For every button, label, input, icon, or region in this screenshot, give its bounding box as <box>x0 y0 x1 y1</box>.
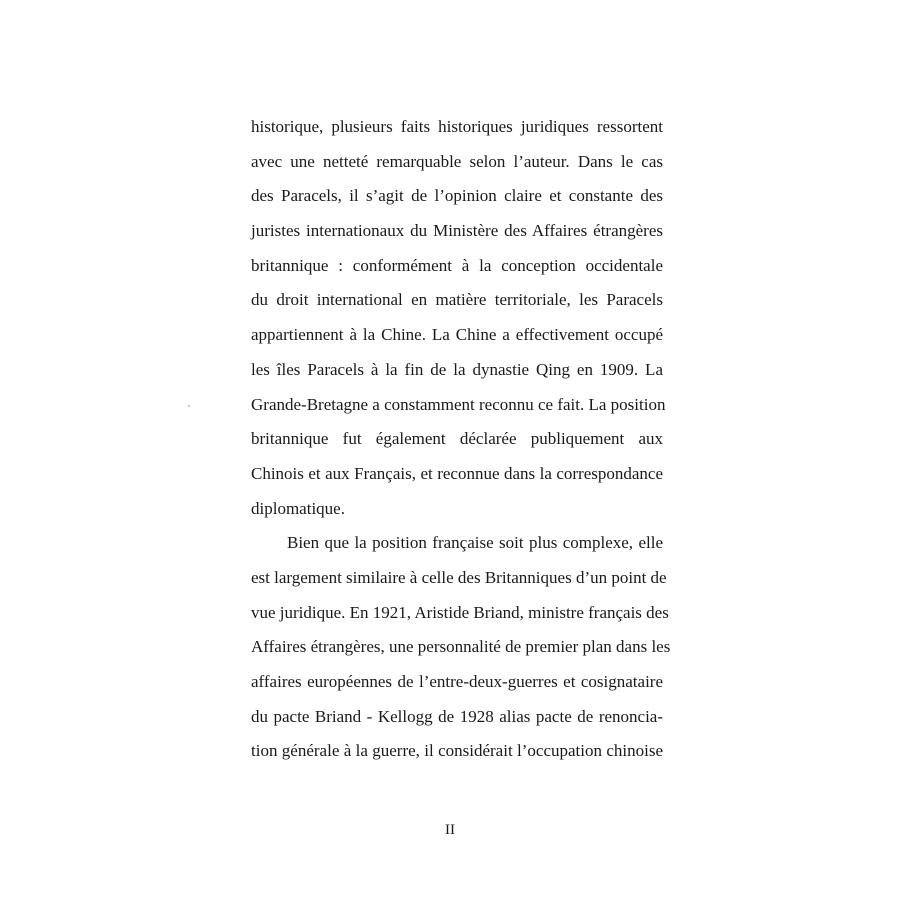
text-line: est largement similaire à celle des Britanniques d’un point de <box>251 567 667 587</box>
text-line: tion générale à la guerre, il considérait l’occupation chinoise <box>251 741 663 761</box>
text-line: avec une netteté remarquable selon l’auteur. Dans le cas <box>251 151 663 171</box>
text-line: des Paracels, il s’agit de l’opinion claire et constante des <box>251 186 663 206</box>
text-line: Chinois et aux Français, et reconnue dans la correspondance <box>251 463 663 483</box>
paragraph-1 <box>251 110 666 526</box>
text-line: les îles Paracels à la fin de la dynastie Qing en 1909. La <box>251 359 663 379</box>
page-number: II <box>445 822 455 838</box>
text-line: diplomatique. <box>251 498 345 518</box>
body-text <box>251 110 671 769</box>
scan-speck <box>188 405 190 407</box>
text-line: juristes internationaux du Ministère des Affaires étrangères <box>251 221 663 241</box>
text-line: Affaires étrangères, une personnalité de premier plan dans les <box>251 637 671 657</box>
text-line: affaires européennes de l’entre-deux-guerres et cosignataire <box>251 672 663 691</box>
text-line: Grande-Bretagne a constamment reconnu ce fait. La position <box>251 394 666 414</box>
text-line: Bien que la position française soit plus complexe, elle <box>287 533 663 553</box>
paragraph-2 <box>251 526 671 769</box>
text-line: appartiennent à la Chine. La Chine a effectivement occupé <box>251 325 663 345</box>
text-line: du pacte Briand - Kellogg de 1928 alias pacte de renoncia- <box>251 706 663 726</box>
text-line: britannique : conformément à la conception occidentale <box>251 255 663 275</box>
text-line: britannique fut également déclarée publiquement aux <box>251 429 663 449</box>
text-line: vue juridique. En 1921, Aristide Briand, ministre français des <box>251 602 669 622</box>
text-line: du droit international en matière territoriale, les Paracels <box>251 290 663 310</box>
text-line: historique, plusieurs faits historiques juridiques ressortent <box>251 117 663 136</box>
